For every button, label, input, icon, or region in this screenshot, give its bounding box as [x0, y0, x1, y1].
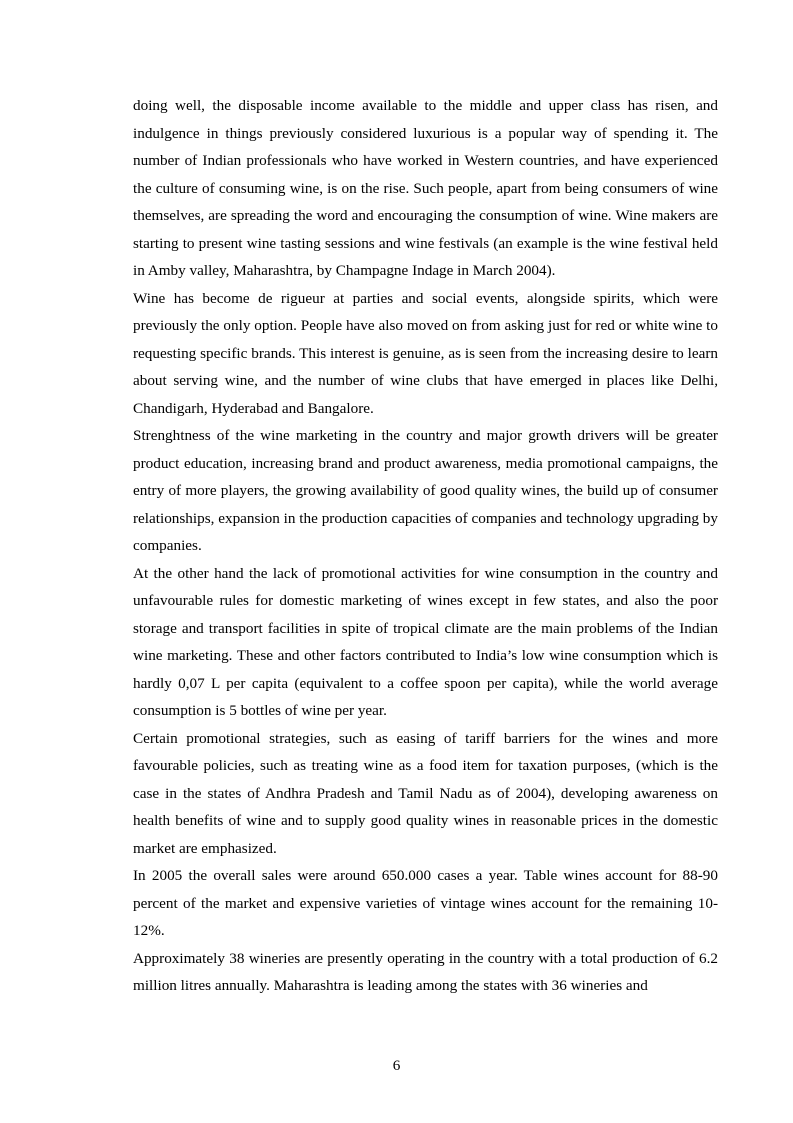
paragraph-promotional-strategies: Certain promotional strategies, such as easing of tariff barriers for the wines and more favourable policies, such as treating wine as a food item for taxation purposes, (which is the case in the states of Andhra Pradesh and Tamil Nadu as of 2004), developing awareness on health benefits of wine and to supply good quality wines in reasonable prices in the domestic market are emphasized. — [133, 729, 718, 857]
paragraph-wineries: Approximately 38 wineries are presently operating in the country with a total production of 6.2 million litres annually. Maharashtra is leading among the states with 36 wineries and — [133, 949, 718, 994]
paragraph-disposable-income: doing well, the disposable income available to the middle and upper class has risen, and indulgence in things previously considered luxurious is a popular way of spending it. The number of Indian professionals who have worked in Western countries, and have experienced the culture of consuming wine, is on the rise. Such people, apart from being consumers of wine themselves, are spreading the word and encouraging the consumption of wine. Wine makers are starting to present wine tasting sessions and wine festivals (an example is the wine festival held in Amby valley, Maharashtra, by Champagne Indage in March 2004). — [133, 97, 718, 279]
paragraph-sales-2005: In 2005 the overall sales were around 650.000 cases a year. Table wines account for 88-90 percent of the market and expensive varieties of vintage wines account for the remaining 10-12%. — [133, 867, 718, 939]
paragraph-marketing-problems: At the other hand the lack of promotional activities for wine consumption in the country and unfavourable rules for domestic marketing of wines except in few states, and also the poor storage and transport facilities in spite of tropical climate are the main problems of the Indian wine marketing. These and other factors contributed to India’s low wine consumption which is hardly 0,07 L per capita (equivalent to a coffee spoon per capita), while the world average consumption is 5 bottles of wine per year. — [133, 564, 718, 719]
paragraph-growth-drivers: Strenghtness of the wine marketing in the country and major growth drivers will be greater product education, increasing brand and product awareness, media promotional campaigns, the entry of more players, the growing availability of good quality wines, the build up of consumer relationships, expansion in the production capacities of companies and technology upgrading by companies. — [133, 427, 718, 554]
page-number: 6 — [392, 1057, 401, 1074]
paragraph-wine-social-events: Wine has become de rigueur at parties and social events, alongside spirits, which were previously the only option. People have also moved on from asking just for red or white wine to requesting specific brands. This interest is genuine, as is seen from the increasing desire to learn about serving wine, and the number of wine clubs that have emerged in places like Delhi, Chandigarh, Hyderabad and Bangalore. — [133, 289, 718, 417]
body-text — [133, 92, 718, 1000]
